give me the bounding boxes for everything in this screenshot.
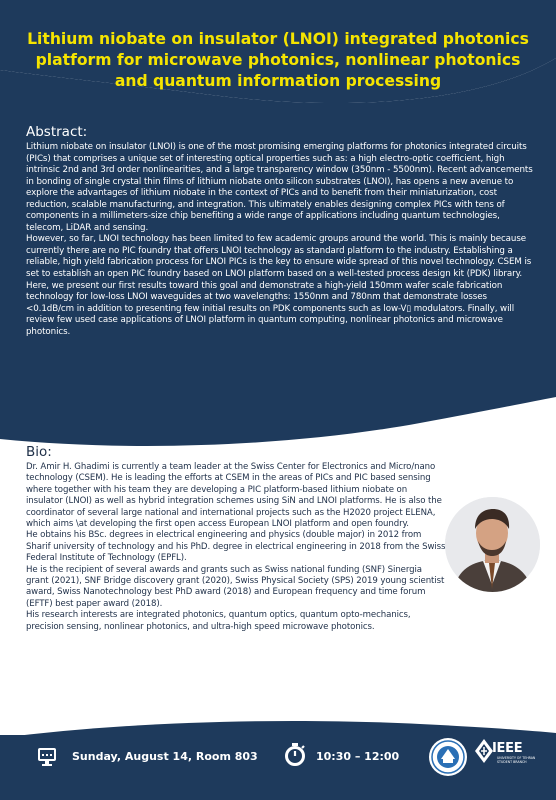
abstract-paragraph: Lithium niobate on insulator (LNOI) is one of the most promising emerging platforms for photonics integrated circuits (PICs) that comprises a unique set of interesting optical properties such as: a high electro-optic coefficient, high intrinsic 2nd and 3rd order nonlinearities, and a large transparency window (350nm - 5500nm). Recent advancements in bonding of single crystal thin films of lithium niobate onto silicon substrates (LNOI), has opens a new avenue to explore the advantages of lithium niobate in the context of PICs and to benefit from their miniaturization, cost reduction, scalable manufacturing, and integration. This ultimately enables designing complex PICs with tens of components in a millimeters-size chip benefiting a wide range of applications including quantum technologies, telecom, LiDAR and sensing. xyxy=(26,142,533,233)
poster-title: Lithium niobate on insulator (LNOI) integrated photonics platform for microwave photonics, nonlinear photonics and quantum information processing xyxy=(27,30,529,90)
bio-paragraph: He is the recipient of several awards and grants such as Swiss national funding (SNF) Sinergia grant (2021), SNF Bridge discovery grant (2020), Swiss Physical Society (SPS) 2019 young scientist award, Swiss Nanotechnology best PhD award (2018) and European frequency and time forum (EFTF) best paper award (2018). xyxy=(26,564,445,609)
ieee-subtitle: UNIVERSITY OF TEHRAN STUDENT BRANCH xyxy=(497,756,536,764)
bio-heading: Bio: xyxy=(26,444,52,460)
bio-section xyxy=(26,444,446,633)
bio-paragraph: His research interests are integrated photonics, quantum optics, quantum opto-mechanics, precision sensing, nonlinear photonics, and ultra-high speed microwave photonics. xyxy=(26,610,411,632)
abstract-paragraph: However, so far, LNOI technology has been limited to few academic groups around the world. This is mainly because currently there are no PIC foundry that offers LNOI technology as standard platform to the industry. Establishing a reliable, high yield fabrication process for LNOI PICs is the key to ensure wide spread of this novel technology. CSEM is set to establish an open PIC foundry based on LNOI platform based on a well-tested process design kit (PDK) library. Here, we present our first results toward this goal and demonstrate a high-yield 150mm wafer scale fabrication technology for low-loss LNOI waveguides at two wavelengths: 1550nm and 780nm that demonstrate losses <0.1dB/cm in addition to presenting few initial results on PDK components such as low-V▯ modulators. Finally, will review few used case applications of LNOI platform in quantum computing, nonlinear photonics and microwave photonics. xyxy=(26,234,532,337)
bio-paragraph: Dr. Amir H. Ghadimi is currently a team leader at the Swiss Center for Electronics and Micro/nano technology (CSEM). He is leading the efforts at CSEM in the areas of PICs and PIC based sensing where together with his team they are developing a PIC platform-based lithium niobate on insulator (LNOI) as well as hybrid integration schemes using SiN and LNOI platforms. He is also the coordinator of several large national and international projects such as the H2020 project ELENA, which aims \at developing the first open access European LNOI platform and open foundry. xyxy=(26,462,442,530)
abstract-text xyxy=(26,142,536,338)
ieee-label: IEEE xyxy=(492,741,523,756)
date-room-label: Sunday, August 14, Room 803 xyxy=(72,750,258,763)
bio-paragraph: He obtains his BSc. degrees in electrical engineering and physics (double major) in 2012 from Sharif university of technology and his PhD. degree in electrical engineering in 2018 from the Swiss Federal Institute of Technology (EPFL). xyxy=(26,530,446,564)
university-seal-logo xyxy=(428,737,468,777)
abstract-section xyxy=(26,124,536,338)
session-time: 10:30 – 12:00 xyxy=(316,750,400,763)
presentation-screen-icon xyxy=(36,745,58,767)
stopwatch-icon xyxy=(284,742,306,766)
ieee-diamond-logo xyxy=(474,738,494,764)
abstract-heading: Abstract: xyxy=(26,124,88,140)
speaker-photo xyxy=(445,497,540,592)
speaker-portrait xyxy=(445,497,540,592)
header xyxy=(0,0,556,120)
bio-text xyxy=(26,462,446,633)
